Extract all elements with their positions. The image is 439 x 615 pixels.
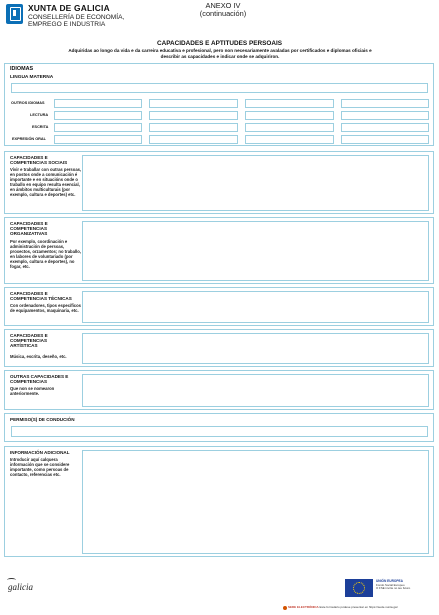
organizational-skills-section bbox=[4, 217, 434, 284]
languages-section bbox=[4, 63, 434, 146]
oral-3-field[interactable] bbox=[245, 135, 334, 144]
social-skills-desc: Vivir e traballar con outras persoas, en postos onde a comunicación é importante e en situacións onde o traballo en equipo resulta esencial, en ámbitos multiculturais (por exemplo, cultura e deportes) etc. bbox=[10, 167, 82, 198]
technical-skills-label: CAPACIDADES E COMPETENCIAS TÉCNICAS bbox=[10, 291, 72, 302]
page-title: CAPACIDADES E APTITUDES PERSOAIS bbox=[157, 40, 282, 47]
reading-1-field[interactable] bbox=[54, 111, 142, 120]
eu-line-1: Fondo Social Europeo bbox=[376, 582, 405, 587]
other-languages-label: OUTROS IDIOMAS bbox=[11, 101, 45, 105]
languages-heading: IDIOMAS bbox=[10, 66, 34, 72]
galicia-logo: galicia bbox=[8, 582, 33, 592]
reading-2-field[interactable] bbox=[149, 111, 238, 120]
social-skills-label: CAPACIDADES E COMPETENCIAS SOCIAIS bbox=[10, 155, 68, 166]
sede-text[interactable]: Este formulario pódese presentar en https://sede.xunta.gal bbox=[319, 605, 398, 609]
technical-skills-desc: Con ordenadores, tipos específicos de equipamentos, maquinaria, etc. bbox=[10, 303, 81, 314]
other-language-1-field[interactable] bbox=[54, 99, 142, 108]
driving-license-label: PERMISO(S) DE CONDUCIÓN bbox=[10, 417, 75, 422]
writing-2-field[interactable] bbox=[149, 123, 238, 132]
page-subtitle: Adquiridas ao longo da vida e da carreira educativa e profesional, pero non necesariamente avaladas por certificados e diplomas oficiais e describir as capacidades e indicar onde se adquiriron. bbox=[68, 48, 372, 59]
artistic-skills-section bbox=[4, 329, 434, 367]
driving-license-field[interactable] bbox=[11, 426, 428, 437]
department-name bbox=[28, 14, 124, 29]
technical-skills-section bbox=[4, 287, 434, 326]
writing-3-field[interactable] bbox=[245, 123, 334, 132]
technical-skills-field[interactable] bbox=[82, 291, 429, 323]
driving-license-section bbox=[4, 413, 434, 442]
writing-label: ESCRITA bbox=[32, 125, 49, 129]
oral-expression-label: EXPRESIÓN ORAL bbox=[12, 137, 46, 141]
other-language-2-field[interactable] bbox=[149, 99, 238, 108]
xunta-logo-icon bbox=[6, 4, 23, 24]
additional-info-field[interactable] bbox=[82, 450, 429, 554]
reading-4-field[interactable] bbox=[341, 111, 429, 120]
organizational-skills-field[interactable] bbox=[82, 221, 429, 281]
other-language-4-field[interactable] bbox=[341, 99, 429, 108]
oral-2-field[interactable] bbox=[149, 135, 238, 144]
social-skills-field[interactable] bbox=[82, 155, 429, 211]
brand-name: XUNTA DE GALICIA bbox=[28, 3, 110, 13]
artistic-skills-field[interactable] bbox=[82, 333, 429, 364]
other-language-3-field[interactable] bbox=[245, 99, 334, 108]
additional-info-desc: Introducir aquí calquera información que se considere importante, como persoas de contacto, referencias etc. bbox=[10, 457, 70, 478]
artistic-skills-desc: Música, escrita, deseño, etc. bbox=[10, 354, 67, 359]
organizational-skills-label: CAPACIDADES E COMPETENCIAS ORGANIZATIVAS bbox=[10, 221, 48, 237]
oral-4-field[interactable] bbox=[341, 135, 429, 144]
sede-electronica-text bbox=[288, 606, 434, 610]
other-skills-label: OUTRAS CAPACIDADES E COMPETENCIAS bbox=[10, 374, 69, 385]
mother-tongue-field[interactable] bbox=[11, 83, 428, 93]
other-skills-section bbox=[4, 370, 434, 410]
eu-flag-icon bbox=[345, 579, 373, 597]
eu-title: UNIÓN EUROPEA bbox=[376, 579, 403, 583]
other-skills-field[interactable] bbox=[82, 374, 429, 407]
department-line-2: EMPREGO E INDUSTRIA bbox=[28, 21, 106, 29]
annex-label bbox=[198, 2, 248, 18]
other-skills-desc: Que non se nomearon anteriormente. bbox=[10, 386, 55, 397]
annex-subtitle: (continuación) bbox=[199, 9, 247, 19]
annex-title: ANEXO IV bbox=[205, 1, 241, 10]
department-line-1: CONSELLERÍA DE ECONOMÍA, bbox=[28, 14, 125, 21]
social-skills-section bbox=[4, 151, 434, 214]
oral-1-field[interactable] bbox=[54, 135, 142, 144]
mother-tongue-label: LINGUA MATERNA bbox=[10, 75, 54, 80]
additional-info-label: INFORMACIÓN ADICIONAL bbox=[10, 450, 70, 455]
eu-fund-text bbox=[376, 580, 434, 591]
reading-3-field[interactable] bbox=[245, 111, 334, 120]
writing-1-field[interactable] bbox=[54, 123, 142, 132]
additional-info-section bbox=[4, 446, 434, 557]
reading-label: LECTURA bbox=[30, 113, 49, 117]
sede-icon bbox=[283, 606, 287, 610]
writing-4-field[interactable] bbox=[341, 123, 429, 132]
sede-label: SEDE ELECTRÓNICA bbox=[288, 605, 319, 609]
eu-line-2: O FSE invirte no teu futuro bbox=[376, 586, 411, 591]
organizational-skills-desc: Por exemplo, coordinación e administración de persoas, proxectos, orzamentos; no traballo, en labores de voluntariado (por exemplo, cultura e deportes), no fogar, etc. bbox=[10, 239, 81, 270]
artistic-skills-label: CAPACIDADES E COMPETENCIAS ARTÍSTICAS bbox=[10, 333, 48, 349]
